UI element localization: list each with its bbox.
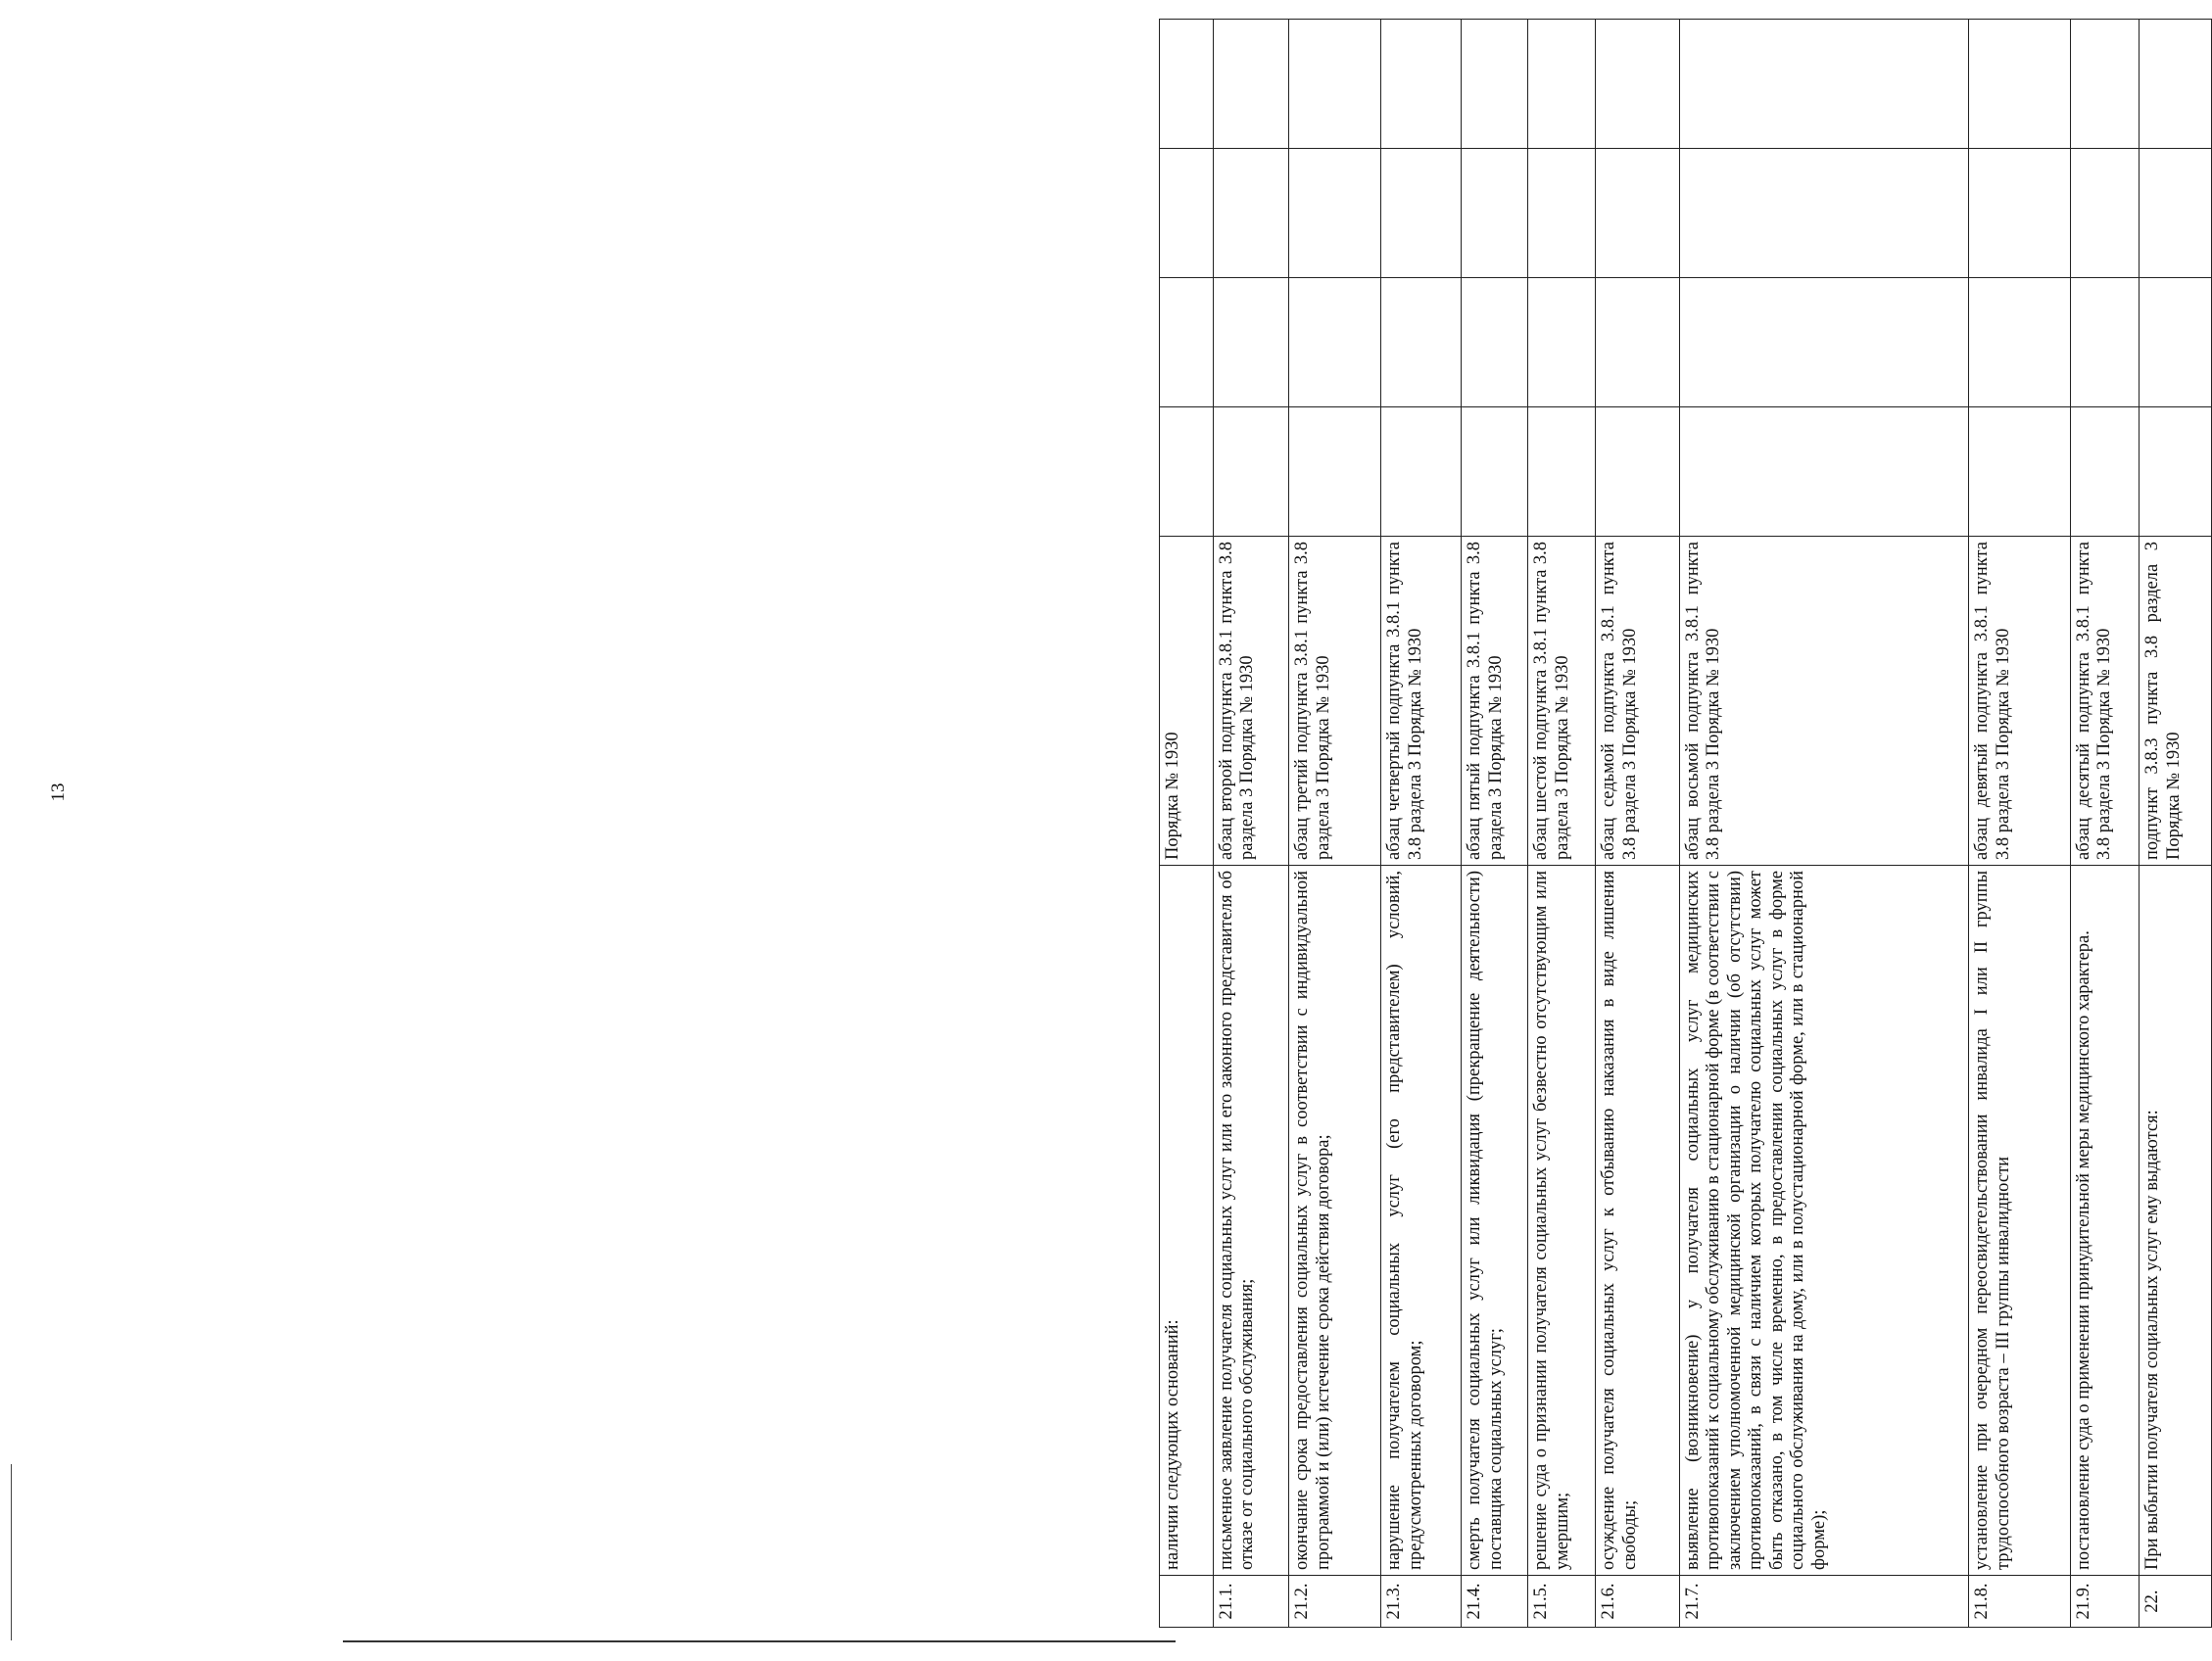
row-reference: абзац седьмой подпункта 3.8.1 пункта 3.8 раздела 3 Порядка № 1930 bbox=[1596, 537, 1680, 866]
row-reference: абзац восьмой подпункта 3.8.1 пункта 3.8 раздела 3 Порядка № 1930 bbox=[1680, 537, 1969, 866]
empty-cell bbox=[1528, 407, 1596, 537]
empty-cell bbox=[1596, 149, 1680, 278]
row-description: окончание срока предоставления социальных услуг в соответствии с индивидуальной программой и (или) истечение срока действия договора; bbox=[1289, 866, 1381, 1576]
scan-edge-line bbox=[11, 1464, 12, 1640]
table-row bbox=[1528, 20, 1596, 1628]
table-body bbox=[1160, 20, 2212, 1628]
row-description: установление при очередном переосвидетельствовании инвалида I или II группы трудоспособного возраста – III группы инвалидности bbox=[1969, 866, 2071, 1576]
table-row bbox=[2070, 20, 2139, 1628]
empty-cell bbox=[2140, 407, 2212, 537]
empty-cell bbox=[1381, 20, 1462, 149]
empty-cell bbox=[1289, 20, 1381, 149]
row-description: постановление суда о применении принудительной меры медицинского характера. bbox=[2070, 866, 2139, 1576]
empty-cell bbox=[1289, 407, 1381, 537]
row-reference: абзац десятый подпункта 3.8.1 пункта 3.8 раздела 3 Порядка № 1930 bbox=[2070, 537, 2139, 866]
row-reference: Порядка № 1930 bbox=[1160, 537, 1214, 866]
row-number: 21.8. bbox=[1969, 1576, 2071, 1628]
table-row bbox=[1462, 20, 1528, 1628]
row-description: выявление (возникновение) у получателя социальных услуг медицинских противопоказаний к социальному обслуживанию в стационарной форме (в соответствии с заключением уполномоченной медицинской организации о наличии (об отсутствии) противопоказаний, в связи с наличием которых получателю социальных услуг может быть отказано, в том числе временно, в предоставлении социальных услуг в форме социального обслуживания на дому, или в полустационарной форме, или в стационарной форме); bbox=[1680, 866, 1969, 1576]
empty-cell bbox=[1528, 278, 1596, 407]
row-number: 21.9. bbox=[2070, 1576, 2139, 1628]
empty-cell bbox=[1969, 278, 2071, 407]
row-description: смерть получателя социальных услуг или ликвидация (прекращение деятельности) поставщика социальных услуг; bbox=[1462, 866, 1528, 1576]
row-number: 21.5. bbox=[1528, 1576, 1596, 1628]
empty-cell bbox=[2070, 20, 2139, 149]
page-number: 13 bbox=[48, 783, 69, 802]
scan-edge-line bbox=[343, 1640, 1176, 1642]
empty-cell bbox=[1528, 149, 1596, 278]
row-reference: абзац третий подпункта 3.8.1 пункта 3.8 раздела 3 Порядка № 1930 bbox=[1289, 537, 1381, 866]
row-number: 21.6. bbox=[1596, 1576, 1680, 1628]
row-number bbox=[1160, 1576, 1214, 1628]
empty-cell bbox=[1596, 20, 1680, 149]
empty-cell bbox=[1462, 407, 1528, 537]
empty-cell bbox=[1213, 407, 1288, 537]
empty-cell bbox=[1381, 278, 1462, 407]
empty-cell bbox=[1969, 149, 2071, 278]
empty-cell bbox=[1596, 278, 1680, 407]
row-description: осуждение получателя социальных услуг к отбыванию наказания в виде лишения свободы; bbox=[1596, 866, 1680, 1576]
empty-cell bbox=[1213, 20, 1288, 149]
row-number: 21.2. bbox=[1289, 1576, 1381, 1628]
empty-cell bbox=[2140, 149, 2212, 278]
row-number: 21.4. bbox=[1462, 1576, 1528, 1628]
table-row bbox=[1969, 20, 2071, 1628]
empty-cell bbox=[1289, 149, 1381, 278]
table-row bbox=[1596, 20, 1680, 1628]
table-row bbox=[1381, 20, 1462, 1628]
empty-cell bbox=[2140, 278, 2212, 407]
empty-cell bbox=[1528, 20, 1596, 149]
empty-cell bbox=[1381, 407, 1462, 537]
row-number: 22. bbox=[2140, 1576, 2212, 1628]
empty-cell bbox=[1289, 278, 1381, 407]
table-row bbox=[1213, 20, 1288, 1628]
table-row bbox=[1289, 20, 1381, 1628]
document-table bbox=[1159, 19, 2212, 1628]
empty-cell bbox=[1160, 149, 1214, 278]
empty-cell bbox=[1381, 149, 1462, 278]
row-reference: абзац девятый подпункта 3.8.1 пункта 3.8 раздела 3 Порядка № 1930 bbox=[1969, 537, 2071, 866]
empty-cell bbox=[1160, 278, 1214, 407]
row-description: решение суда о признании получателя социальных услуг безвестно отсутствующим или умершим; bbox=[1528, 866, 1596, 1576]
empty-cell bbox=[2070, 407, 2139, 537]
empty-cell bbox=[1160, 20, 1214, 149]
empty-cell bbox=[1160, 407, 1214, 537]
empty-cell bbox=[1213, 149, 1288, 278]
row-description: наличии следующих оснований: bbox=[1160, 866, 1214, 1576]
empty-cell bbox=[1213, 278, 1288, 407]
row-description: нарушение получателем социальных услуг (его представителем) условий, предусмотренных договором; bbox=[1381, 866, 1462, 1576]
empty-cell bbox=[1596, 407, 1680, 537]
table-row bbox=[1160, 20, 1214, 1628]
row-reference: абзац шестой подпункта 3.8.1 пункта 3.8 раздела 3 Порядка № 1930 bbox=[1528, 537, 1596, 866]
table-row bbox=[1680, 20, 1969, 1628]
row-reference: абзац пятый подпункта 3.8.1 пункта 3.8 раздела 3 Порядка № 1930 bbox=[1462, 537, 1528, 866]
empty-cell bbox=[1969, 20, 2071, 149]
row-description: письменное заявление получателя социальных услуг или его законного представителя об отказе от социального обслуживания; bbox=[1213, 866, 1288, 1576]
empty-cell bbox=[1462, 20, 1528, 149]
empty-cell bbox=[2140, 20, 2212, 149]
empty-cell bbox=[1680, 407, 1969, 537]
row-description: При выбытии получателя социальных услуг ему выдаются: bbox=[2140, 866, 2212, 1576]
row-reference: абзац второй подпункта 3.8.1 пункта 3.8 раздела 3 Порядка № 1930 bbox=[1213, 537, 1288, 866]
empty-cell bbox=[1680, 278, 1969, 407]
row-number: 21.1. bbox=[1213, 1576, 1288, 1628]
empty-cell bbox=[1462, 278, 1528, 407]
rotated-table-container bbox=[1159, 20, 2212, 1628]
empty-cell bbox=[1680, 20, 1969, 149]
empty-cell bbox=[1969, 407, 2071, 537]
row-reference: абзац четвертый подпункта 3.8.1 пункта 3.8 раздела 3 Порядка № 1930 bbox=[1381, 537, 1462, 866]
empty-cell bbox=[1680, 149, 1969, 278]
empty-cell bbox=[2070, 278, 2139, 407]
row-number: 21.3. bbox=[1381, 1576, 1462, 1628]
row-number: 21.7. bbox=[1680, 1576, 1969, 1628]
row-reference: подпункт 3.8.3 пункта 3.8 раздела 3 Порядка № 1930 bbox=[2140, 537, 2212, 866]
empty-cell bbox=[1462, 149, 1528, 278]
table-row bbox=[2140, 20, 2212, 1628]
empty-cell bbox=[2070, 149, 2139, 278]
